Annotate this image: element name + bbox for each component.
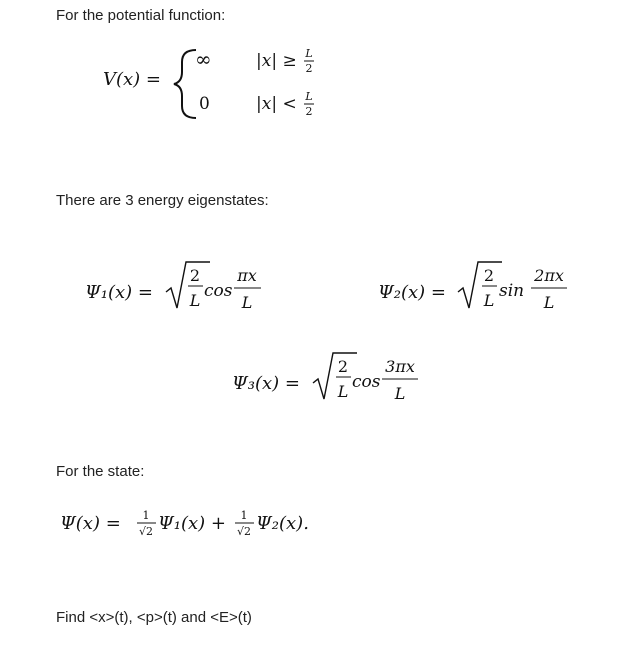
psi3-root-den: L (337, 382, 349, 401)
psi2-radical (458, 262, 502, 308)
psi1-func: cos (204, 281, 233, 301)
psi3-arg-den: L (394, 384, 406, 403)
state-c2-den: √2 (236, 525, 252, 538)
psi2-lhs: Ψ₂(x) = (378, 282, 447, 303)
state-term1: Ψ₁(x) + (158, 513, 227, 534)
psi3-root-num: 2 (337, 357, 349, 376)
psi3-arg-num: 3πx (385, 357, 415, 376)
case1-value: ∞ (195, 47, 212, 71)
potential-lhs: V(x) = (103, 69, 161, 90)
psi2-arg-den: L (543, 293, 555, 312)
case2-frac-num: L (305, 90, 313, 103)
state-c1-den: √2 (138, 525, 154, 538)
left-brace (174, 50, 196, 118)
state-text: For the state: (56, 463, 145, 480)
psi1-arg-num: πx (237, 266, 257, 285)
psi2-root-den: L (483, 291, 495, 310)
question-text: Find <x>(t), <p>(t) and <E>(t) (56, 609, 252, 626)
psi3-radical (313, 353, 357, 399)
psi2-root-num: 2 (483, 266, 495, 285)
psi1-root-den: L (189, 291, 201, 310)
intro-text: For the potential function: (56, 7, 226, 24)
psi3-func: cos (352, 372, 381, 392)
psi1-lhs: Ψ₁(x) = (85, 282, 154, 303)
psi2-func: sin (499, 281, 525, 301)
psi1-arg-den: L (241, 293, 253, 312)
state-lhs: Ψ(x) = (60, 513, 121, 534)
eigen-text: There are 3 energy eigenstates: (56, 192, 269, 209)
case2-value: 0 (199, 94, 210, 114)
case1-frac-den: 2 (305, 62, 313, 75)
case2-condition: |x| < (256, 94, 297, 114)
state-term2: Ψ₂(x). (256, 513, 309, 534)
state-c2-num: 1 (240, 509, 248, 522)
psi1-root-num: 2 (189, 266, 201, 285)
case2-frac-den: 2 (305, 105, 313, 118)
psi2-arg-num: 2πx (534, 266, 564, 285)
case1-condition: |x| ≥ (256, 51, 297, 71)
psi3-lhs: Ψ₃(x) = (232, 373, 301, 394)
case1-frac-num: L (305, 47, 313, 60)
state-c1-num: 1 (142, 509, 150, 522)
